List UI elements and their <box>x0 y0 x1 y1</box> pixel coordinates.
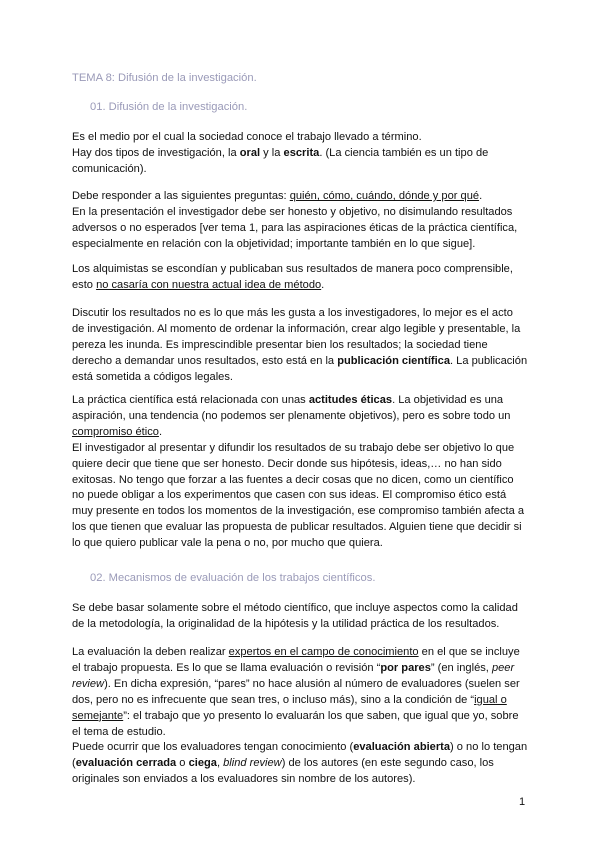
text-line: comunicación). <box>72 162 147 175</box>
text-line: Puede ocurrir que los evaluadores tengan conocimiento (evaluación abierta) o no lo tengan <box>72 741 528 754</box>
text-line: Discutir los resultados no es lo que más les gusta a los investigadores, lo mejor es el acto <box>72 307 513 319</box>
text-line: muy presente en todos los momentos de la investigación, ese compromiso también afecta a <box>72 505 524 518</box>
text-line: Se debe basar solamente sobre el método científico, que incluye aspectos como la calidad <box>72 602 518 614</box>
text-line: los que tienen que evaluar las propuesta de publicar resultados. Alguien tiene que decidir si <box>72 521 522 534</box>
text-line: el trabajo propuesta. Es lo que se llama evaluación o revisión “por pares” (en inglés, peer <box>72 661 515 674</box>
text-line: dos, pero no es infrecuente que sean tres, o incluso más), sino a la condición de “igual o <box>72 693 507 706</box>
text-line: aspiración, una tendencia (no podemos ser plenamente objetivos), pero es sobre todo un <box>72 409 511 422</box>
text-line: especialmente en relación con la objetividad; importante también en lo que sigue]. <box>72 237 476 250</box>
paragraph-ethics <box>72 393 532 552</box>
paragraph-questions <box>72 189 532 253</box>
text-line: semejante”: el trabajo que yo presento lo evaluarán los que saben, que igual que yo, sobre <box>72 709 519 722</box>
text-line: (evaluación cerrada o ciega, blind review) de los autores (en este segundo caso, los <box>72 757 494 770</box>
text-line: En la presentación el investigador debe ser honesto y objetivo, no disimulando resultados <box>72 205 513 218</box>
paragraph-results <box>72 306 532 386</box>
text-line: no puede obligar a los experimentos que casen con sus ideas. El compromiso ético está <box>72 489 507 502</box>
text-line: El investigador al presentar y difundir los resultados de su trabajo debe ser objetivo lo que <box>72 441 515 454</box>
text-line: quiere decir que tiene que ser honesto. Decir donde sus hipótesis, ideas,… no han sido <box>72 457 502 470</box>
text-line: el tema de estudio. <box>72 725 166 738</box>
text-line: de investigación. Al momento de ordenar la información, crear algo legible y presentable, la <box>72 322 521 335</box>
text-line: Los alquimistas se escondían y publicaban sus resultados de manera poco comprensible, <box>72 263 513 275</box>
text-line: adversos o no esperados [ver tema 1, para las aspiraciones éticas de la práctica científica, <box>72 221 518 234</box>
paragraph-method <box>72 601 532 633</box>
text-line: Es el medio por el cual la sociedad conoce el trabajo llevado a término. <box>72 131 422 143</box>
paragraph-peer-review <box>72 645 532 788</box>
text-line: La evaluación la deben realizar expertos en el campo de conocimiento en el que se incluye <box>72 646 520 658</box>
text-line: Hay dos tipos de investigación, la oral y la escrita. (La ciencia también es un tipo de <box>72 146 489 159</box>
text-line: Debe responder a las siguientes preguntas: quién, cómo, cuándo, dónde y por qué. <box>72 190 483 202</box>
text-line: pereza les inunda. Es imprescindible presentar bien los resultados; la sociedad tiene <box>72 338 488 351</box>
text-line: La práctica científica está relacionada con unas actitudes éticas. La objetividad es una <box>72 394 504 406</box>
paragraph-alchemists <box>72 262 532 294</box>
tema-title: TEMA 8: Difusión de la investigación. <box>72 72 257 84</box>
paragraph-intro <box>72 130 532 178</box>
text-line: originales son enviados a los evaluadores sin nombre de los autores). <box>72 773 416 786</box>
text-line: review). En dicha expresión, “pares” no hace alusión al número de evaluadores (suelen ser <box>72 677 520 690</box>
page-number: 1 <box>519 796 526 808</box>
text-line: exitosas. No tengo que forzar a las fuentes a decir cosas que no dicen, como un científico <box>72 473 514 486</box>
text-line: derecho a demandar unos resultados, esto está en la publicación científica. La publicación <box>72 354 528 367</box>
text-line: de la metodología, la originalidad de la hipótesis y la utilidad práctica de los resultados. <box>72 617 500 630</box>
section-2-title: 02. Mecanismos de evaluación de los trabajos científicos. <box>90 572 376 584</box>
text-line: lo que quiero publicar vale la pena o no, por mucho que quiera. <box>72 537 383 550</box>
text-line: está sometida a códigos legales. <box>72 370 233 383</box>
text-line: compromiso ético. <box>72 425 163 438</box>
section-1-title: 01. Difusión de la investigación. <box>90 101 248 113</box>
text-line: esto no casaría con nuestra actual idea de método. <box>72 278 325 291</box>
